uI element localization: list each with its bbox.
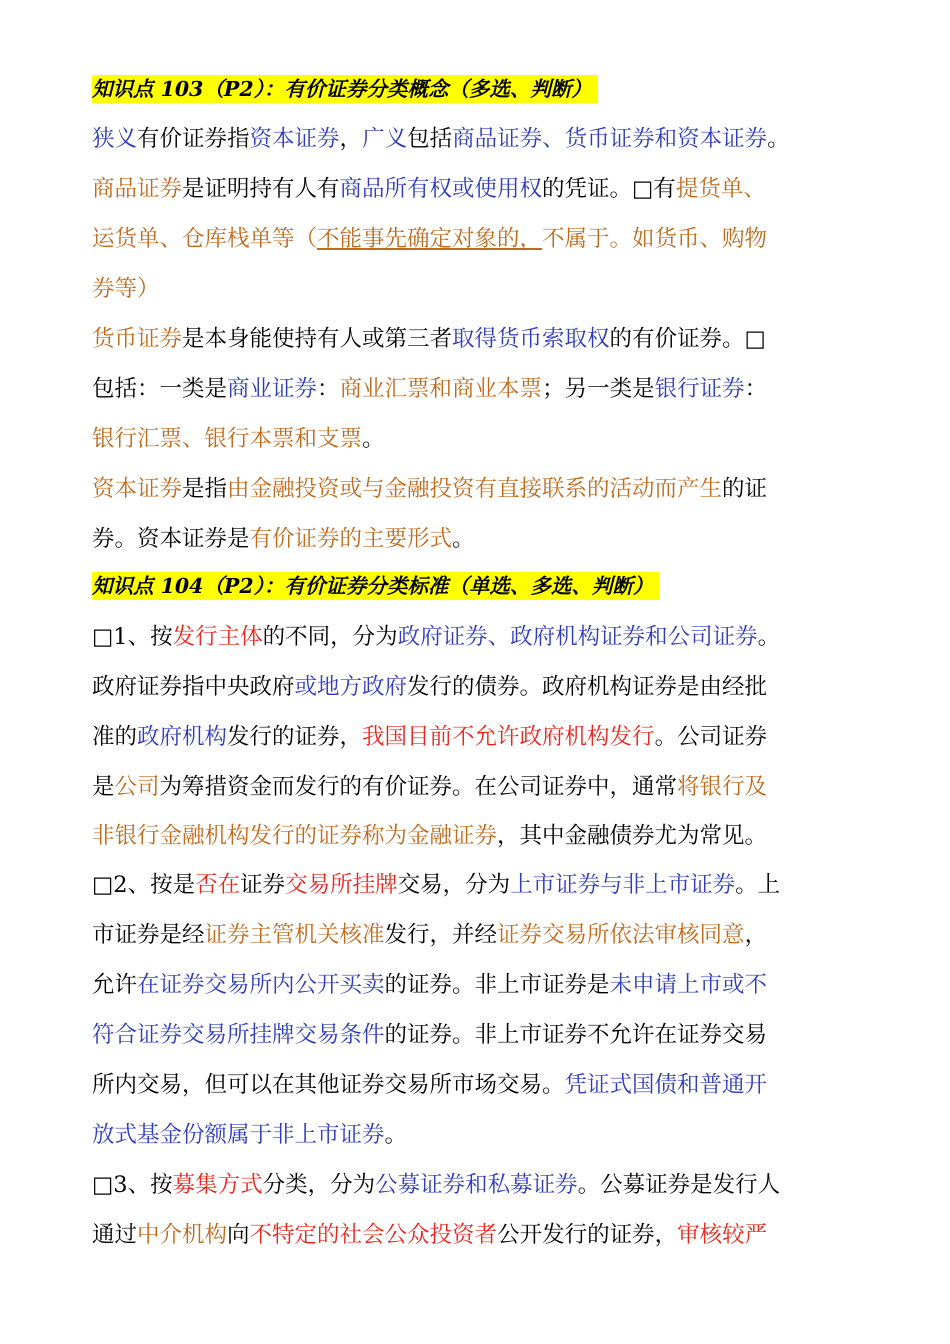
text-run: 的不同，分为 (262, 624, 398, 650)
text-run: 非银行金融机构发行的证券称为金融证券 (92, 823, 498, 849)
text-run: 的凭证。□有 (542, 176, 676, 202)
text-run: 。 (452, 526, 475, 552)
paragraph-line (92, 1067, 767, 1103)
paragraph-line (92, 867, 780, 903)
text-run: 包括 (407, 126, 453, 152)
text-run: 。 (757, 624, 781, 650)
text-run: 交易所挂牌 (285, 872, 398, 898)
text-run: 政府证券指中央政府 (92, 674, 295, 700)
text-run: 的有价证券。□ (609, 326, 766, 352)
text-run: 广义 (362, 126, 408, 152)
text-run: 我国目前不允许政府机构发行 (362, 724, 655, 750)
text-run: ，其中金融债券尤为常见。 (497, 823, 768, 849)
text-run: 不特定的社会公众投资者 (249, 1222, 498, 1248)
paragraph-line (92, 619, 780, 655)
text-run: 货币证券 (92, 326, 183, 352)
text-run: 通过 (92, 1222, 138, 1248)
text-run: 发行的证券， (227, 724, 363, 750)
text-run: 运货单、仓库栈单等（ (92, 226, 318, 252)
text-run: 提货单、 (675, 176, 766, 202)
text-run: 未申请上市或不 (609, 972, 768, 998)
text-run: 凭证式国债和普通开 (564, 1072, 768, 1098)
text-run: 商业证券 (227, 376, 318, 402)
paragraph-line (92, 1017, 767, 1053)
text-run: 包括：一类是 (92, 376, 228, 402)
text-run: 是指 (182, 476, 228, 502)
paragraph-line (92, 421, 385, 457)
paragraph-line (92, 1217, 767, 1253)
text-run: 上市证券与非上市证券 (510, 872, 736, 898)
text-run: 。 (362, 426, 385, 452)
text-run: 。上 (735, 872, 781, 898)
text-run: ， (744, 922, 768, 948)
text-run: 在证券交易所内公开买卖 (137, 972, 385, 998)
text-run: 由金融投资或与金融投资有直接联系的活动而产生 (227, 476, 723, 502)
text-run: 是本身能使持有人或第三者 (182, 326, 453, 352)
paragraph-line (92, 471, 767, 507)
text-run: 政府证券、政府机构证券和公司证券 (397, 624, 758, 650)
paragraph-line (92, 521, 475, 557)
section-heading-104: 知识点 104（P2）：有价证券分类标准（单选、多选、判断） (92, 572, 659, 600)
text-run: 或地方政府 (294, 674, 408, 700)
text-run: 市证券是经 (92, 922, 205, 948)
text-run: 公募证券和私募证券 (375, 1172, 578, 1198)
paragraph-line (92, 1117, 407, 1153)
text-run: 是证明持有人有 (182, 176, 340, 202)
text-run: 商品证券、货币证券和资本证券 (452, 126, 768, 152)
text-run: 为筹措资金而发行的有价证券。在公司证券中，通常 (159, 774, 678, 800)
paragraph-line (92, 769, 767, 805)
text-run: 将银行及 (677, 774, 768, 800)
text-run: 资本证券 (92, 476, 183, 502)
text-run: 交易，分为 (397, 872, 511, 898)
text-run: 证券交易所依法审核同意 (497, 922, 745, 948)
text-run: 发行主体 (172, 624, 263, 650)
text-run: ；另一类是 (542, 376, 655, 402)
paragraph-line (92, 271, 160, 307)
text-run: 有价证券指 (137, 126, 250, 152)
section-heading-103: 知识点 103（P2）：有价证券分类概念（多选、判断） (92, 75, 598, 103)
text-run: 的证券。非上市证券不允许在证券交易 (384, 1022, 768, 1048)
paragraph-line (92, 171, 766, 207)
text-run: 资本证券 (249, 126, 340, 152)
text-run: 政府机构 (137, 724, 228, 750)
paragraph-line (92, 719, 767, 755)
text-run: 否在 (195, 872, 241, 898)
text-run: □3、按 (92, 1172, 173, 1198)
text-run: 有价证券的主要形式 (249, 526, 453, 552)
text-run: 取得货币索取权 (452, 326, 610, 352)
text-run: □1、按 (92, 624, 173, 650)
text-run: 放式基金份额属于非上市证券 (92, 1122, 385, 1148)
text-run: 。公募证券是发行人 (577, 1172, 781, 1198)
text-run: 银行汇票、银行本票和支票 (92, 426, 363, 452)
paragraph-line (92, 321, 766, 357)
text-run: 证券 (240, 872, 286, 898)
paragraph-line (92, 669, 767, 705)
text-run: 的证 (722, 476, 768, 502)
text-run: 审核较严 (677, 1222, 768, 1248)
text-run: 。公司证券 (654, 724, 768, 750)
text-run: 不能事先确定对象的， (317, 226, 543, 252)
text-run: 募集方式 (172, 1172, 263, 1198)
text-run: 狭义 (92, 126, 138, 152)
paragraph-line (92, 371, 767, 407)
text-run: 分类，分为 (262, 1172, 376, 1198)
text-run: 是 (92, 774, 115, 800)
text-run: 公开发行的证券， (497, 1222, 678, 1248)
paragraph-line (92, 967, 767, 1003)
text-run: 符合证券交易所挂牌交易条件 (92, 1022, 385, 1048)
text-run: 商品证券 (92, 176, 183, 202)
paragraph-line (92, 221, 767, 257)
text-run: 准的 (92, 724, 138, 750)
text-run: 的证券。非上市证券是 (384, 972, 610, 998)
text-run: □2、按是 (92, 872, 196, 898)
paragraph-line (92, 1167, 780, 1203)
text-run: 允许 (92, 972, 138, 998)
text-run: 发行的债券。政府机构证券是由经批 (407, 674, 768, 700)
text-run: 中介机构 (137, 1222, 228, 1248)
text-run: 所内交易，但可以在其他证券交易所市场交易。 (92, 1072, 565, 1098)
text-run: 商业汇票和商业本票 (339, 376, 543, 402)
text-run: 发行，并经 (384, 922, 498, 948)
text-run: 。 (767, 126, 790, 152)
text-run: 不属于。如货币、购物 (542, 226, 768, 252)
paragraph-line (92, 818, 767, 854)
text-run: ： (317, 376, 340, 402)
paragraph-line (92, 121, 790, 157)
text-run: 商品所有权或使用权 (339, 176, 543, 202)
paragraph-line (92, 917, 767, 953)
text-run: 向 (227, 1222, 250, 1248)
text-run: 券。资本证券是 (92, 526, 250, 552)
text-run: ： (744, 376, 768, 402)
text-run: 。 (384, 1122, 408, 1148)
text-run: 券等） (92, 276, 160, 302)
text-run: 银行证券 (654, 376, 745, 402)
text-run: 证券主管机关核准 (204, 922, 385, 948)
text-run: ， (339, 126, 363, 152)
text-run: 公司 (114, 774, 160, 800)
